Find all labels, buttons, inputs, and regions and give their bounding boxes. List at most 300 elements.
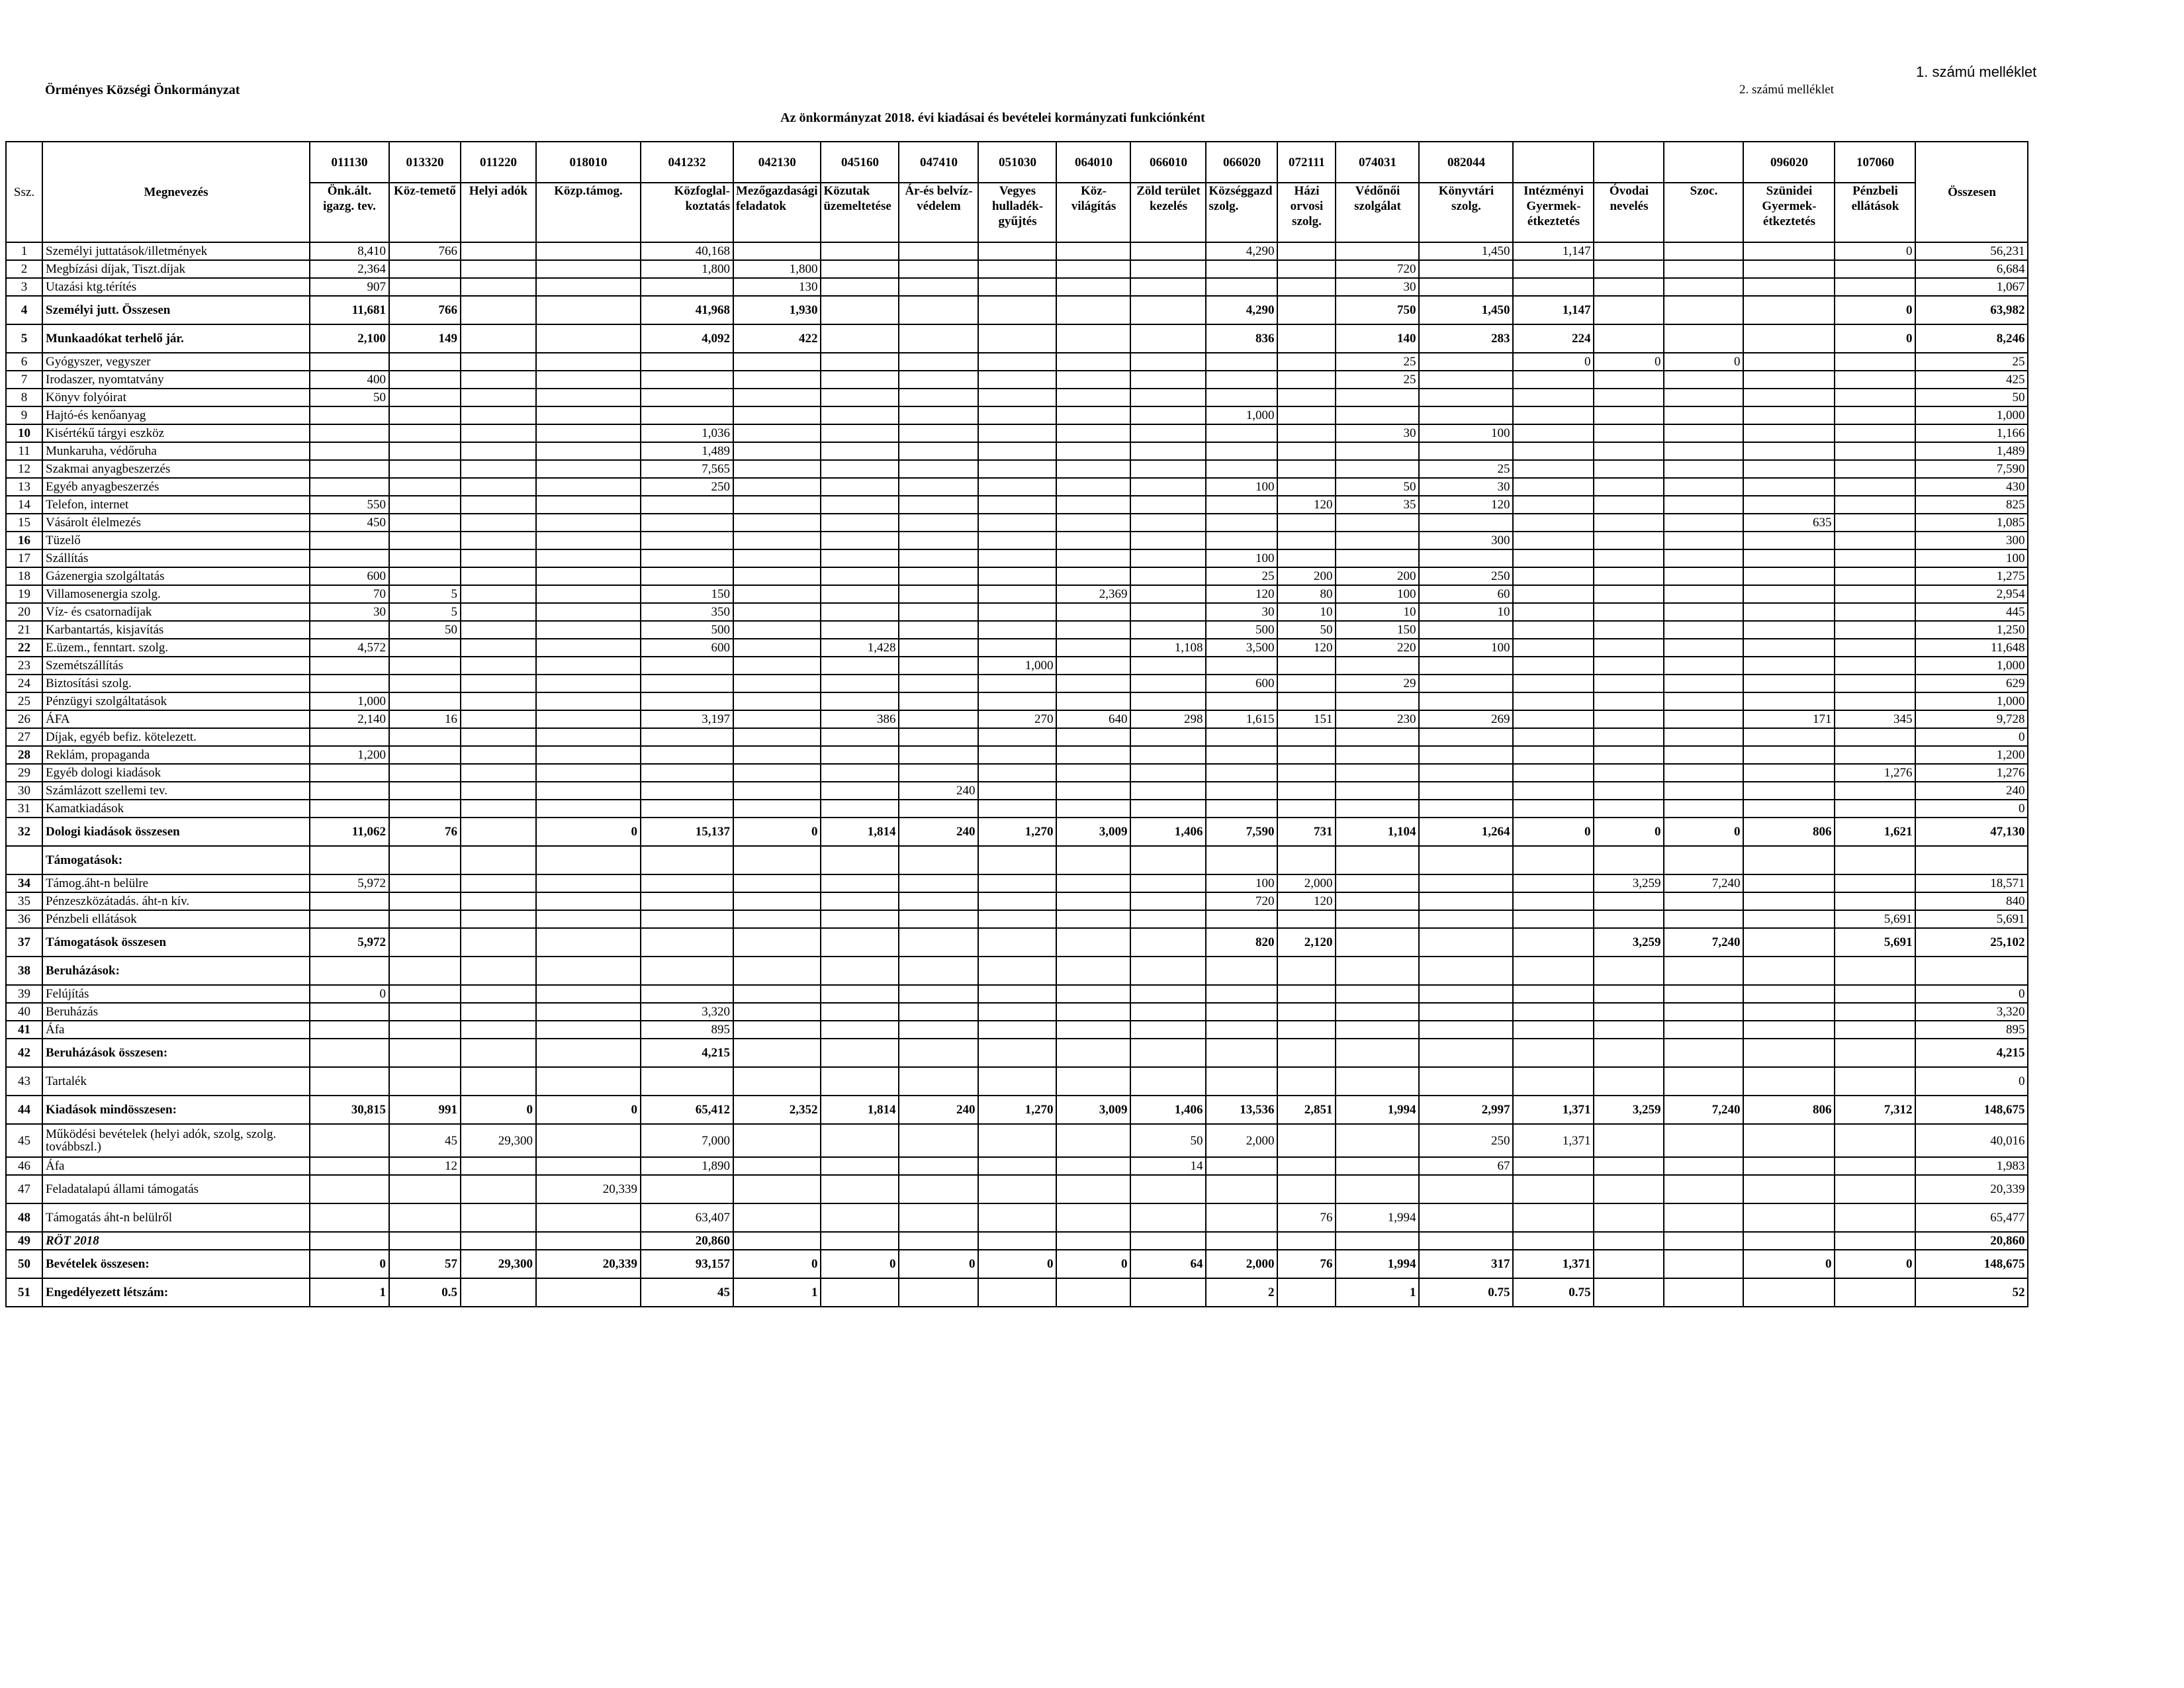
total-header: Összesen bbox=[1915, 142, 2028, 242]
value-cell bbox=[1513, 782, 1594, 800]
value-cell bbox=[1835, 985, 1915, 1003]
value-cell bbox=[641, 1067, 733, 1096]
value-cell bbox=[1594, 985, 1664, 1003]
value-cell bbox=[1594, 260, 1664, 278]
value-cell: 0 bbox=[1835, 1250, 1915, 1278]
value-cell: 2,851 bbox=[1277, 1096, 1336, 1124]
value-cell bbox=[1056, 928, 1130, 957]
value-cell bbox=[641, 1175, 733, 1203]
row-number: 12 bbox=[6, 460, 42, 478]
value-cell: 120 bbox=[1277, 892, 1336, 910]
value-cell bbox=[1513, 1157, 1594, 1175]
value-cell bbox=[1056, 746, 1130, 764]
row-label: Személyi jutt. Összesen bbox=[42, 296, 310, 324]
value-cell: 0.75 bbox=[1513, 1278, 1594, 1307]
value-cell: 1,147 bbox=[1513, 296, 1594, 324]
value-cell bbox=[461, 278, 536, 296]
row-number: 17 bbox=[6, 549, 42, 567]
value-cell: 1 bbox=[1336, 1278, 1419, 1307]
value-cell bbox=[1664, 692, 1743, 710]
value-cell bbox=[1664, 514, 1743, 532]
value-cell bbox=[1743, 424, 1835, 442]
function-name: Községgazd szolg. bbox=[1206, 183, 1277, 242]
value-cell: 0 bbox=[978, 1250, 1056, 1278]
value-cell bbox=[641, 549, 733, 567]
value-cell bbox=[821, 800, 899, 818]
value-cell bbox=[536, 567, 641, 585]
value-cell bbox=[310, 846, 389, 874]
value-cell bbox=[389, 746, 461, 764]
value-cell bbox=[1743, 278, 1835, 296]
value-cell bbox=[1664, 389, 1743, 406]
value-cell bbox=[1743, 910, 1835, 928]
value-cell bbox=[641, 910, 733, 928]
table-row bbox=[6, 1250, 2028, 1278]
row-label: Kisértékű tárgyi eszköz bbox=[42, 424, 310, 442]
value-cell bbox=[733, 1039, 821, 1067]
value-cell bbox=[310, 675, 389, 692]
value-cell bbox=[1419, 782, 1513, 800]
value-cell bbox=[821, 764, 899, 782]
value-cell bbox=[461, 1067, 536, 1096]
value-cell bbox=[1419, 1232, 1513, 1250]
table-row bbox=[6, 892, 2028, 910]
value-cell bbox=[1664, 746, 1743, 764]
value-cell bbox=[1056, 846, 1130, 874]
value-cell bbox=[1419, 910, 1513, 928]
value-cell bbox=[310, 764, 389, 782]
row-label: Kiadások mindösszesen: bbox=[42, 1096, 310, 1124]
table-row bbox=[6, 1232, 2028, 1250]
value-cell bbox=[821, 1003, 899, 1021]
value-cell bbox=[1130, 585, 1206, 603]
row-number: 31 bbox=[6, 800, 42, 818]
row-total: 430 bbox=[1915, 478, 2028, 496]
value-cell: 1,000 bbox=[310, 692, 389, 710]
value-cell bbox=[1594, 603, 1664, 621]
value-cell bbox=[1513, 278, 1594, 296]
value-cell bbox=[1419, 746, 1513, 764]
value-cell bbox=[821, 585, 899, 603]
row-number: 24 bbox=[6, 675, 42, 692]
value-cell bbox=[978, 746, 1056, 764]
function-name: Önk.ált. igazg. tev. bbox=[310, 183, 389, 242]
value-cell bbox=[461, 549, 536, 567]
value-cell bbox=[1277, 1003, 1336, 1021]
value-cell bbox=[536, 657, 641, 675]
value-cell: 806 bbox=[1743, 818, 1835, 846]
table-row bbox=[6, 567, 2028, 585]
value-cell bbox=[1594, 1124, 1664, 1157]
value-cell bbox=[1130, 746, 1206, 764]
value-cell: 1,450 bbox=[1419, 296, 1513, 324]
value-cell bbox=[1130, 353, 1206, 371]
value-cell bbox=[899, 874, 978, 892]
value-cell bbox=[536, 442, 641, 460]
value-cell bbox=[461, 406, 536, 424]
value-cell bbox=[1743, 242, 1835, 260]
value-cell bbox=[1594, 567, 1664, 585]
value-cell: 20,860 bbox=[641, 1232, 733, 1250]
value-cell: 60 bbox=[1419, 585, 1513, 603]
row-label: Reklám, propaganda bbox=[42, 746, 310, 764]
value-cell bbox=[1130, 296, 1206, 324]
function-name: Közfoglal-koztatás bbox=[641, 183, 733, 242]
value-cell bbox=[389, 728, 461, 746]
value-cell bbox=[1835, 692, 1915, 710]
value-cell bbox=[733, 603, 821, 621]
row-label: Kamatkiadások bbox=[42, 800, 310, 818]
value-cell bbox=[1277, 692, 1336, 710]
value-cell: 7,565 bbox=[641, 460, 733, 478]
value-cell bbox=[1336, 1003, 1419, 1021]
value-cell: 1,270 bbox=[978, 818, 1056, 846]
function-name: Helyi adók bbox=[461, 183, 536, 242]
row-total: 50 bbox=[1915, 389, 2028, 406]
value-cell bbox=[1277, 764, 1336, 782]
value-cell bbox=[536, 389, 641, 406]
row-number: 39 bbox=[6, 985, 42, 1003]
table-row bbox=[6, 260, 2028, 278]
function-code: 042130 bbox=[733, 142, 821, 183]
value-cell bbox=[1594, 296, 1664, 324]
value-cell bbox=[1336, 874, 1419, 892]
value-cell bbox=[1594, 621, 1664, 639]
function-code: 066010 bbox=[1130, 142, 1206, 183]
value-cell bbox=[1336, 1232, 1419, 1250]
value-cell bbox=[536, 675, 641, 692]
value-cell bbox=[461, 746, 536, 764]
value-cell bbox=[641, 928, 733, 957]
value-cell bbox=[1835, 874, 1915, 892]
value-cell bbox=[461, 324, 536, 353]
value-cell bbox=[1513, 692, 1594, 710]
row-number: 20 bbox=[6, 603, 42, 621]
row-label: Szemétszállítás bbox=[42, 657, 310, 675]
value-cell: 30 bbox=[1336, 424, 1419, 442]
value-cell bbox=[1513, 585, 1594, 603]
value-cell bbox=[1130, 389, 1206, 406]
value-cell bbox=[1513, 260, 1594, 278]
header-names-row bbox=[6, 183, 2028, 242]
value-cell bbox=[1419, 514, 1513, 532]
name-header: Megnevezés bbox=[42, 142, 310, 242]
value-cell bbox=[1835, 442, 1915, 460]
value-cell bbox=[461, 692, 536, 710]
value-cell bbox=[821, 496, 899, 514]
value-cell bbox=[389, 675, 461, 692]
value-cell bbox=[1664, 728, 1743, 746]
value-cell bbox=[461, 1175, 536, 1203]
value-cell bbox=[1056, 985, 1130, 1003]
value-cell: 100 bbox=[1206, 549, 1277, 567]
function-code: 018010 bbox=[536, 142, 641, 183]
value-cell bbox=[536, 1124, 641, 1157]
row-label: RÖT 2018 bbox=[42, 1232, 310, 1250]
value-cell bbox=[1743, 478, 1835, 496]
table-row bbox=[6, 818, 2028, 846]
value-cell bbox=[1056, 957, 1130, 985]
value-cell: 386 bbox=[821, 710, 899, 728]
value-cell: 600 bbox=[310, 567, 389, 585]
function-code: 074031 bbox=[1336, 142, 1419, 183]
row-number: 5 bbox=[6, 324, 42, 353]
value-cell bbox=[1664, 567, 1743, 585]
value-cell bbox=[1130, 324, 1206, 353]
value-cell bbox=[461, 1003, 536, 1021]
value-cell: 35 bbox=[1336, 496, 1419, 514]
value-cell bbox=[733, 675, 821, 692]
value-cell bbox=[899, 928, 978, 957]
value-cell bbox=[978, 1175, 1056, 1203]
row-total: 56,231 bbox=[1915, 242, 2028, 260]
row-total: 825 bbox=[1915, 496, 2028, 514]
value-cell: 1,000 bbox=[1206, 406, 1277, 424]
value-cell bbox=[310, 800, 389, 818]
value-cell bbox=[536, 800, 641, 818]
value-cell bbox=[461, 1232, 536, 1250]
value-cell bbox=[1664, 764, 1743, 782]
value-cell: 1,994 bbox=[1336, 1096, 1419, 1124]
value-cell bbox=[1743, 1067, 1835, 1096]
table-row bbox=[6, 1067, 2028, 1096]
value-cell bbox=[1419, 549, 1513, 567]
value-cell bbox=[1835, 1157, 1915, 1175]
value-cell bbox=[1743, 892, 1835, 910]
function-code bbox=[1513, 142, 1594, 183]
value-cell bbox=[1594, 1157, 1664, 1175]
value-cell: 5,972 bbox=[310, 874, 389, 892]
value-cell bbox=[1130, 764, 1206, 782]
value-cell bbox=[389, 549, 461, 567]
row-total: 1,276 bbox=[1915, 764, 2028, 782]
value-cell bbox=[1056, 406, 1130, 424]
table-row bbox=[6, 746, 2028, 764]
value-cell bbox=[641, 957, 733, 985]
value-cell: 240 bbox=[899, 1096, 978, 1124]
value-cell bbox=[641, 692, 733, 710]
value-cell bbox=[1336, 1175, 1419, 1203]
row-number: 26 bbox=[6, 710, 42, 728]
value-cell: 907 bbox=[310, 278, 389, 296]
value-cell bbox=[1336, 764, 1419, 782]
value-cell bbox=[733, 957, 821, 985]
row-total: 445 bbox=[1915, 603, 2028, 621]
value-cell bbox=[1277, 1278, 1336, 1307]
value-cell bbox=[641, 800, 733, 818]
value-cell: 269 bbox=[1419, 710, 1513, 728]
value-cell bbox=[1130, 242, 1206, 260]
value-cell: 1,371 bbox=[1513, 1124, 1594, 1157]
value-cell bbox=[899, 442, 978, 460]
value-cell: 1 bbox=[310, 1278, 389, 1307]
value-cell bbox=[1056, 782, 1130, 800]
value-cell bbox=[733, 1175, 821, 1203]
row-number: 2 bbox=[6, 260, 42, 278]
value-cell: 250 bbox=[641, 478, 733, 496]
value-cell bbox=[1743, 1203, 1835, 1232]
table-row bbox=[6, 442, 2028, 460]
value-cell bbox=[733, 442, 821, 460]
value-cell bbox=[1056, 389, 1130, 406]
value-cell bbox=[899, 1039, 978, 1067]
row-total: 65,477 bbox=[1915, 1203, 2028, 1232]
value-cell: 10 bbox=[1419, 603, 1513, 621]
row-number: 49 bbox=[6, 1232, 42, 1250]
value-cell bbox=[978, 242, 1056, 260]
row-total: 300 bbox=[1915, 532, 2028, 549]
value-cell bbox=[461, 514, 536, 532]
value-cell bbox=[461, 371, 536, 389]
value-cell bbox=[536, 1039, 641, 1067]
value-cell: 1,371 bbox=[1513, 1250, 1594, 1278]
value-cell bbox=[1594, 478, 1664, 496]
value-cell bbox=[1336, 549, 1419, 567]
value-cell: 1,406 bbox=[1130, 818, 1206, 846]
value-cell bbox=[821, 1278, 899, 1307]
value-cell: 0 bbox=[1743, 1250, 1835, 1278]
annex-1-label: 1. számú melléklet bbox=[1916, 64, 2037, 80]
value-cell bbox=[821, 957, 899, 985]
value-cell bbox=[461, 296, 536, 324]
value-cell: 0 bbox=[1835, 296, 1915, 324]
value-cell bbox=[899, 353, 978, 371]
value-cell bbox=[1513, 621, 1594, 639]
row-total: 1,166 bbox=[1915, 424, 2028, 442]
value-cell bbox=[1277, 800, 1336, 818]
value-cell bbox=[899, 532, 978, 549]
value-cell bbox=[1056, 675, 1130, 692]
value-cell bbox=[1419, 1067, 1513, 1096]
value-cell bbox=[821, 675, 899, 692]
value-cell bbox=[821, 657, 899, 675]
value-cell bbox=[1743, 957, 1835, 985]
table-row bbox=[6, 1278, 2028, 1307]
value-cell: 64 bbox=[1130, 1250, 1206, 1278]
value-cell bbox=[1743, 746, 1835, 764]
value-cell bbox=[1594, 549, 1664, 567]
value-cell bbox=[1835, 1003, 1915, 1021]
value-cell bbox=[1277, 514, 1336, 532]
value-cell bbox=[978, 1067, 1056, 1096]
value-cell bbox=[821, 567, 899, 585]
row-label: Díjak, egyéb befiz. kötelezett. bbox=[42, 728, 310, 746]
row-label: Gyógyszer, vegyszer bbox=[42, 353, 310, 371]
row-total: 1,250 bbox=[1915, 621, 2028, 639]
row-label: Támogatások összesen bbox=[42, 928, 310, 957]
table-row bbox=[6, 1021, 2028, 1039]
value-cell bbox=[1056, 800, 1130, 818]
value-cell bbox=[1743, 985, 1835, 1003]
value-cell: 50 bbox=[310, 389, 389, 406]
value-cell: 750 bbox=[1336, 296, 1419, 324]
value-cell bbox=[461, 1021, 536, 1039]
value-cell bbox=[1513, 728, 1594, 746]
value-cell: 720 bbox=[1336, 260, 1419, 278]
value-cell bbox=[733, 353, 821, 371]
value-cell bbox=[1513, 389, 1594, 406]
value-cell bbox=[536, 692, 641, 710]
value-cell bbox=[733, 910, 821, 928]
value-cell bbox=[1056, 442, 1130, 460]
value-cell bbox=[641, 874, 733, 892]
row-number: 37 bbox=[6, 928, 42, 957]
value-cell bbox=[1664, 910, 1743, 928]
row-label: Hajtó-és kenőanyag bbox=[42, 406, 310, 424]
value-cell: 30 bbox=[1206, 603, 1277, 621]
value-cell: 5 bbox=[389, 585, 461, 603]
value-cell bbox=[733, 846, 821, 874]
value-cell bbox=[536, 496, 641, 514]
value-cell bbox=[1594, 496, 1664, 514]
value-cell bbox=[1594, 1021, 1664, 1039]
value-cell: 600 bbox=[1206, 675, 1277, 692]
value-cell bbox=[1206, 800, 1277, 818]
value-cell bbox=[389, 424, 461, 442]
value-cell bbox=[821, 846, 899, 874]
value-cell bbox=[978, 782, 1056, 800]
value-cell bbox=[536, 532, 641, 549]
function-name: Könyvtári szolg. bbox=[1419, 183, 1513, 242]
value-cell: 4,290 bbox=[1206, 296, 1277, 324]
value-cell bbox=[1835, 532, 1915, 549]
value-cell bbox=[1513, 478, 1594, 496]
value-cell bbox=[1206, 532, 1277, 549]
value-cell bbox=[1336, 532, 1419, 549]
value-cell: 2,364 bbox=[310, 260, 389, 278]
row-total: 148,675 bbox=[1915, 1096, 2028, 1124]
value-cell bbox=[1594, 1175, 1664, 1203]
row-number: 7 bbox=[6, 371, 42, 389]
value-cell bbox=[1594, 1039, 1664, 1067]
row-total: 40,016 bbox=[1915, 1124, 2028, 1157]
value-cell: 300 bbox=[1419, 532, 1513, 549]
value-cell bbox=[1743, 371, 1835, 389]
value-cell bbox=[1130, 478, 1206, 496]
value-cell bbox=[899, 460, 978, 478]
value-cell bbox=[1743, 728, 1835, 746]
value-cell bbox=[389, 460, 461, 478]
value-cell bbox=[1277, 1175, 1336, 1203]
value-cell bbox=[536, 1278, 641, 1307]
value-cell bbox=[1277, 278, 1336, 296]
table-row bbox=[6, 800, 2028, 818]
row-label: Támog.áht-n belülre bbox=[42, 874, 310, 892]
value-cell bbox=[461, 710, 536, 728]
value-cell bbox=[733, 424, 821, 442]
value-cell bbox=[389, 639, 461, 657]
value-cell bbox=[1743, 549, 1835, 567]
value-cell: 766 bbox=[389, 296, 461, 324]
value-cell bbox=[1419, 692, 1513, 710]
value-cell: 10 bbox=[1277, 603, 1336, 621]
value-cell: 1,800 bbox=[733, 260, 821, 278]
value-cell bbox=[1664, 532, 1743, 549]
value-cell bbox=[1513, 549, 1594, 567]
value-cell: 70 bbox=[310, 585, 389, 603]
value-cell bbox=[536, 1021, 641, 1039]
value-cell bbox=[1513, 910, 1594, 928]
value-cell bbox=[1743, 532, 1835, 549]
value-cell bbox=[1594, 1278, 1664, 1307]
value-cell bbox=[1743, 1039, 1835, 1067]
value-cell bbox=[1056, 657, 1130, 675]
value-cell bbox=[733, 478, 821, 496]
row-number: 22 bbox=[6, 639, 42, 657]
value-cell bbox=[978, 460, 1056, 478]
value-cell bbox=[978, 478, 1056, 496]
value-cell: 0 bbox=[1513, 353, 1594, 371]
